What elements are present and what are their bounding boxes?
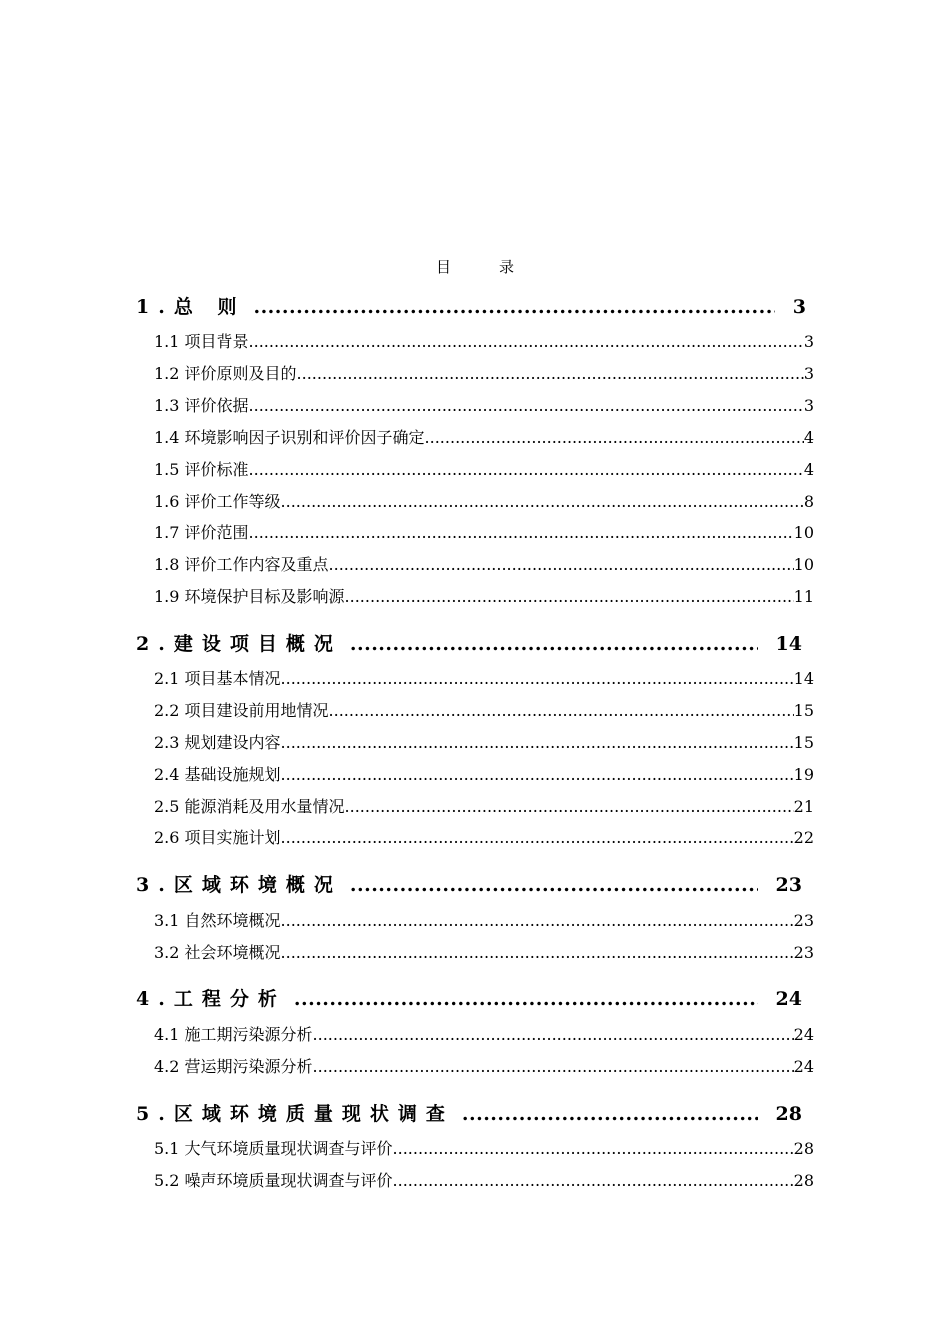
toc-entry-label: 1.6 评价工作等级 [154, 492, 281, 511]
toc-page-number: 28 [793, 1139, 814, 1158]
toc-leader-dots [393, 1138, 794, 1160]
toc-title-left: 目 [435, 258, 451, 276]
toc-entry-label: 2.5 能源消耗及用水量情况 [154, 797, 345, 816]
toc-leader-dots [294, 985, 758, 1013]
toc-page-number: 3 [803, 396, 814, 415]
toc-entry-label: 4.2 营运期污染源分析 [154, 1057, 313, 1076]
toc-section-1[interactable] [136, 293, 806, 321]
toc-page-number: 19 [793, 765, 814, 784]
toc-leader-dots [297, 363, 804, 385]
toc-entry-label: 2.6 项目实施计划 [154, 828, 281, 847]
toc-entry-label: 1.9 环境保护目标及影响源 [154, 587, 345, 606]
toc-entry-1-3[interactable] [154, 395, 814, 417]
toc-section-3[interactable] [136, 871, 802, 899]
toc-entry-label: 5.2 噪声环境质量现状调查与评价 [154, 1171, 393, 1190]
toc-leader-dots [425, 427, 804, 449]
toc-entry-label: 4.1 施工期污染源分析 [154, 1025, 313, 1044]
toc-entry-label: 2.1 项目基本情况 [154, 669, 281, 688]
toc-leader-dots [462, 1100, 758, 1128]
toc-leader-dots [249, 395, 804, 417]
toc-entry-1-5[interactable] [154, 459, 814, 481]
toc-entry-5-2[interactable] [154, 1170, 814, 1192]
toc-page-number: 15 [793, 701, 814, 720]
toc-entry-label: 1.7 评价范围 [154, 523, 249, 542]
toc-leader-dots [281, 764, 794, 786]
toc-entry-label: 1.5 评价标准 [154, 460, 249, 479]
toc-entry-3-2[interactable] [154, 942, 814, 964]
toc-section-label: 2.建设项目概况 [136, 633, 342, 655]
toc-page-number: 14 [775, 633, 802, 655]
toc-leader-dots [345, 586, 794, 608]
toc-leader-dots [281, 827, 794, 849]
toc-entry-2-4[interactable] [154, 764, 814, 786]
toc-entry-label: 2.2 项目建设前用地情况 [154, 701, 329, 720]
toc-title-right: 录 [499, 258, 515, 276]
toc-entry-1-9[interactable] [154, 586, 814, 608]
toc-entry-1-1[interactable] [154, 331, 814, 353]
toc-entry-2-3[interactable] [154, 732, 814, 754]
toc-entry-5-1[interactable] [154, 1138, 814, 1160]
toc-leader-dots [329, 554, 794, 576]
toc-page-number: 15 [793, 733, 814, 752]
toc-page-number: 14 [793, 669, 814, 688]
toc-leader-dots [253, 293, 774, 321]
toc-entry-2-6[interactable] [154, 827, 814, 849]
toc-page-number: 24 [793, 1025, 814, 1044]
toc-entry-label: 1.1 项目背景 [154, 332, 249, 351]
toc-entry-4-1[interactable] [154, 1024, 814, 1046]
toc-entry-label: 2.3 规划建设内容 [154, 733, 281, 752]
toc-page-number: 11 [793, 587, 814, 606]
toc-section-2[interactable] [136, 630, 802, 658]
toc-page-number: 3 [803, 332, 814, 351]
toc-leader-dots [313, 1024, 794, 1046]
toc-leader-dots [281, 668, 794, 690]
toc-leader-dots [393, 1170, 794, 1192]
toc-section-label: 5.区域环境质量现状调查 [136, 1103, 454, 1125]
toc-section-5[interactable] [136, 1100, 802, 1128]
toc-page-number: 23 [793, 943, 814, 962]
toc-leader-dots [249, 331, 804, 353]
toc-leader-dots [281, 732, 794, 754]
toc-title [0, 256, 950, 277]
toc-entry-label: 3.2 社会环境概况 [154, 943, 281, 962]
toc-leader-dots [313, 1056, 794, 1078]
toc-section-label: 4.工程分析 [136, 988, 286, 1010]
toc-leader-dots [329, 700, 794, 722]
toc-entry-2-5[interactable] [154, 796, 814, 818]
toc-page-number: 28 [775, 1103, 802, 1125]
toc-leader-dots [350, 630, 758, 658]
toc-page-number: 10 [793, 523, 814, 542]
toc-leader-dots [350, 871, 758, 899]
toc-entry-label: 1.3 评价依据 [154, 396, 249, 415]
toc-entry-1-2[interactable] [154, 363, 814, 385]
toc-leader-dots [281, 491, 804, 513]
toc-page-number: 21 [793, 797, 814, 816]
toc-page-number: 24 [775, 988, 802, 1010]
toc-leader-dots [249, 459, 804, 481]
toc-entry-1-4[interactable] [154, 427, 814, 449]
toc-entry-label: 2.4 基础设施规划 [154, 765, 281, 784]
toc-section-4[interactable] [136, 985, 802, 1013]
toc-page-number: 8 [803, 492, 814, 511]
toc-page-number: 23 [793, 911, 814, 930]
toc-page-number: 24 [793, 1057, 814, 1076]
toc-page-number: 3 [803, 364, 814, 383]
toc-page-number: 28 [793, 1171, 814, 1190]
toc-entry-1-6[interactable] [154, 491, 814, 513]
toc-entry-2-2[interactable] [154, 700, 814, 722]
toc-section-label: 1.总 则 [136, 296, 246, 318]
toc-entry-label: 5.1 大气环境质量现状调查与评价 [154, 1139, 393, 1158]
toc-entry-1-7[interactable] [154, 522, 814, 544]
toc-entry-label: 1.4 环境影响因子识别和评价因子确定 [154, 428, 425, 447]
toc-page-number: 4 [803, 460, 814, 479]
toc-entry-label: 1.2 评价原则及目的 [154, 364, 297, 383]
toc-entry-1-8[interactable] [154, 554, 814, 576]
toc-entry-3-1[interactable] [154, 910, 814, 932]
toc-leader-dots [281, 910, 794, 932]
toc-page-number: 22 [793, 828, 814, 847]
toc-leader-dots [281, 942, 794, 964]
toc-page-number: 3 [792, 296, 806, 318]
toc-section-label: 3.区域环境概况 [136, 874, 342, 896]
toc-entry-4-2[interactable] [154, 1056, 814, 1078]
toc-leader-dots [249, 522, 794, 544]
toc-page-number: 4 [803, 428, 814, 447]
toc-page-number: 23 [775, 874, 802, 896]
toc-page-number: 10 [793, 555, 814, 574]
toc-entry-label: 3.1 自然环境概况 [154, 911, 281, 930]
toc-leader-dots [345, 796, 794, 818]
toc-entry-label: 1.8 评价工作内容及重点 [154, 555, 329, 574]
toc-entry-2-1[interactable] [154, 668, 814, 690]
